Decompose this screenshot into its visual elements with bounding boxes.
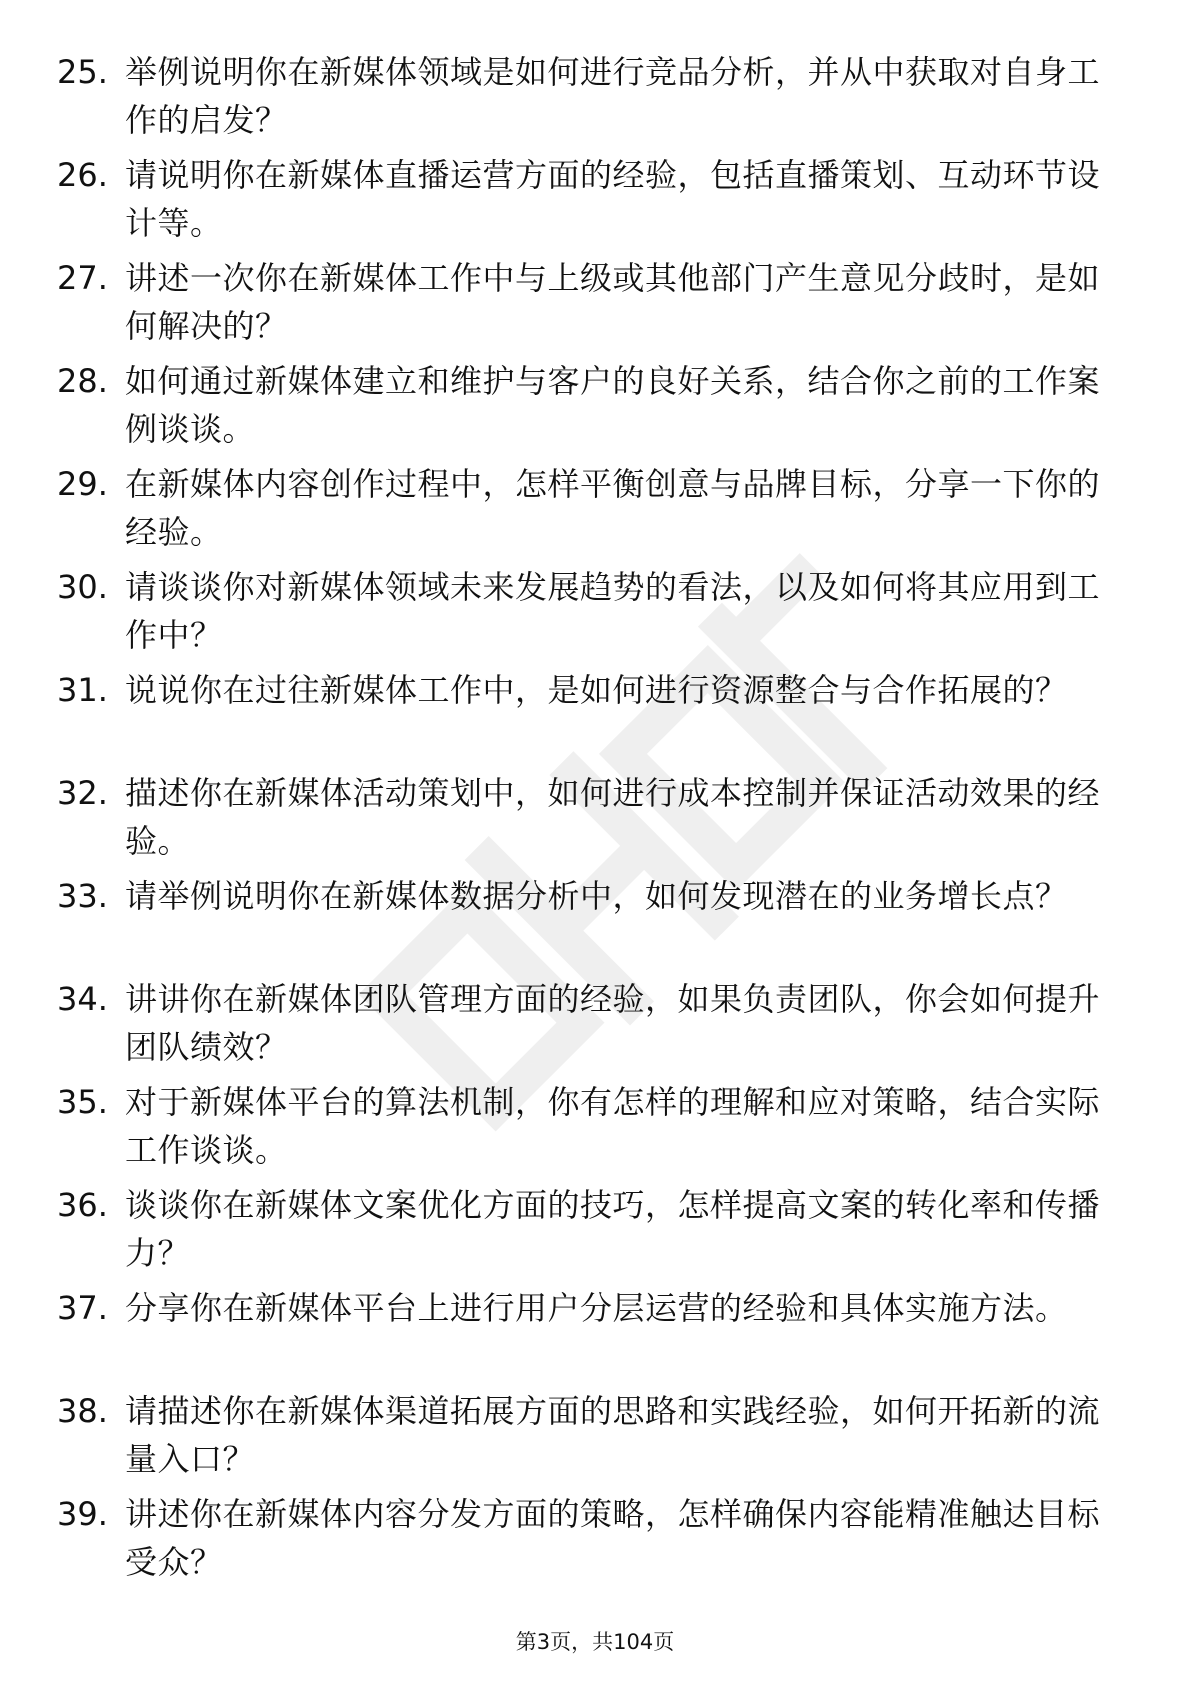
question-number: 37. — [57, 1289, 108, 1327]
question-number: 29. — [57, 465, 108, 503]
question-number: 36. — [57, 1186, 108, 1224]
question-text: 请说明你在新媒体直播运营方面的经验，包括直播策划、互动环节设计等。 — [125, 156, 1101, 242]
question-item — [0, 1284, 1190, 1387]
question-number: 26. — [57, 156, 108, 194]
question-item — [0, 1490, 1190, 1593]
page-footer — [0, 1627, 1190, 1657]
question-number: 34. — [57, 980, 108, 1018]
question-item — [0, 151, 1190, 254]
question-text: 讲述你在新媒体内容分发方面的策略，怎样确保内容能精准触达目标受众？ — [125, 1495, 1101, 1581]
question-text: 对于新媒体平台的算法机制，你有怎样的理解和应对策略，结合实际工作谈谈。 — [125, 1083, 1101, 1169]
question-text: 请举例说明你在新媒体数据分析中，如何发现潜在的业务增长点？ — [125, 877, 1068, 915]
question-item — [0, 1181, 1190, 1284]
question-item — [0, 1387, 1190, 1490]
question-text: 谈谈你在新媒体文案优化方面的技巧，怎样提高文案的转化率和传播力？ — [125, 1186, 1101, 1272]
question-item — [0, 254, 1190, 357]
question-number: 38. — [57, 1392, 108, 1430]
question-text: 分享你在新媒体平台上进行用户分层运营的经验和具体实施方法。 — [125, 1289, 1068, 1327]
question-text: 请描述你在新媒体渠道拓展方面的思路和实践经验，如何开拓新的流量入口？ — [125, 1392, 1101, 1478]
question-number: 30. — [57, 568, 108, 606]
question-number: 33. — [57, 877, 108, 915]
page-number-label: 第3页，共104页 — [515, 1630, 675, 1654]
question-text: 描述你在新媒体活动策划中，如何进行成本控制并保证活动效果的经验。 — [125, 774, 1101, 860]
question-text: 请谈谈你对新媒体领域未来发展趋势的看法，以及如何将其应用到工作中？ — [125, 568, 1101, 654]
question-number: 32. — [57, 774, 108, 812]
question-item — [0, 666, 1190, 769]
question-text: 讲述一次你在新媒体工作中与上级或其他部门产生意见分歧时，是如何解决的？ — [125, 259, 1101, 345]
question-item — [0, 48, 1190, 151]
question-number: 27. — [57, 259, 108, 297]
question-item — [0, 563, 1190, 666]
question-item — [0, 460, 1190, 563]
question-number: 25. — [57, 53, 108, 91]
question-list — [0, 48, 1190, 1593]
question-item — [0, 769, 1190, 872]
question-text: 在新媒体内容创作过程中，怎样平衡创意与品牌目标，分享一下你的经验。 — [125, 465, 1101, 551]
question-item — [0, 1078, 1190, 1181]
question-number: 35. — [57, 1083, 108, 1121]
question-number: 39. — [57, 1495, 108, 1533]
question-text: 讲讲你在新媒体团队管理方面的经验，如果负责团队，你会如何提升团队绩效？ — [125, 980, 1101, 1066]
question-item — [0, 872, 1190, 975]
question-item — [0, 975, 1190, 1078]
question-text: 如何通过新媒体建立和维护与客户的良好关系，结合你之前的工作案例谈谈。 — [125, 362, 1101, 448]
question-number: 31. — [57, 671, 108, 709]
question-text: 举例说明你在新媒体领域是如何进行竞品分析，并从中获取对自身工作的启发？ — [125, 53, 1101, 139]
question-item — [0, 357, 1190, 460]
question-text: 说说你在过往新媒体工作中，是如何进行资源整合与合作拓展的？ — [125, 671, 1068, 709]
question-number: 28. — [57, 362, 108, 400]
